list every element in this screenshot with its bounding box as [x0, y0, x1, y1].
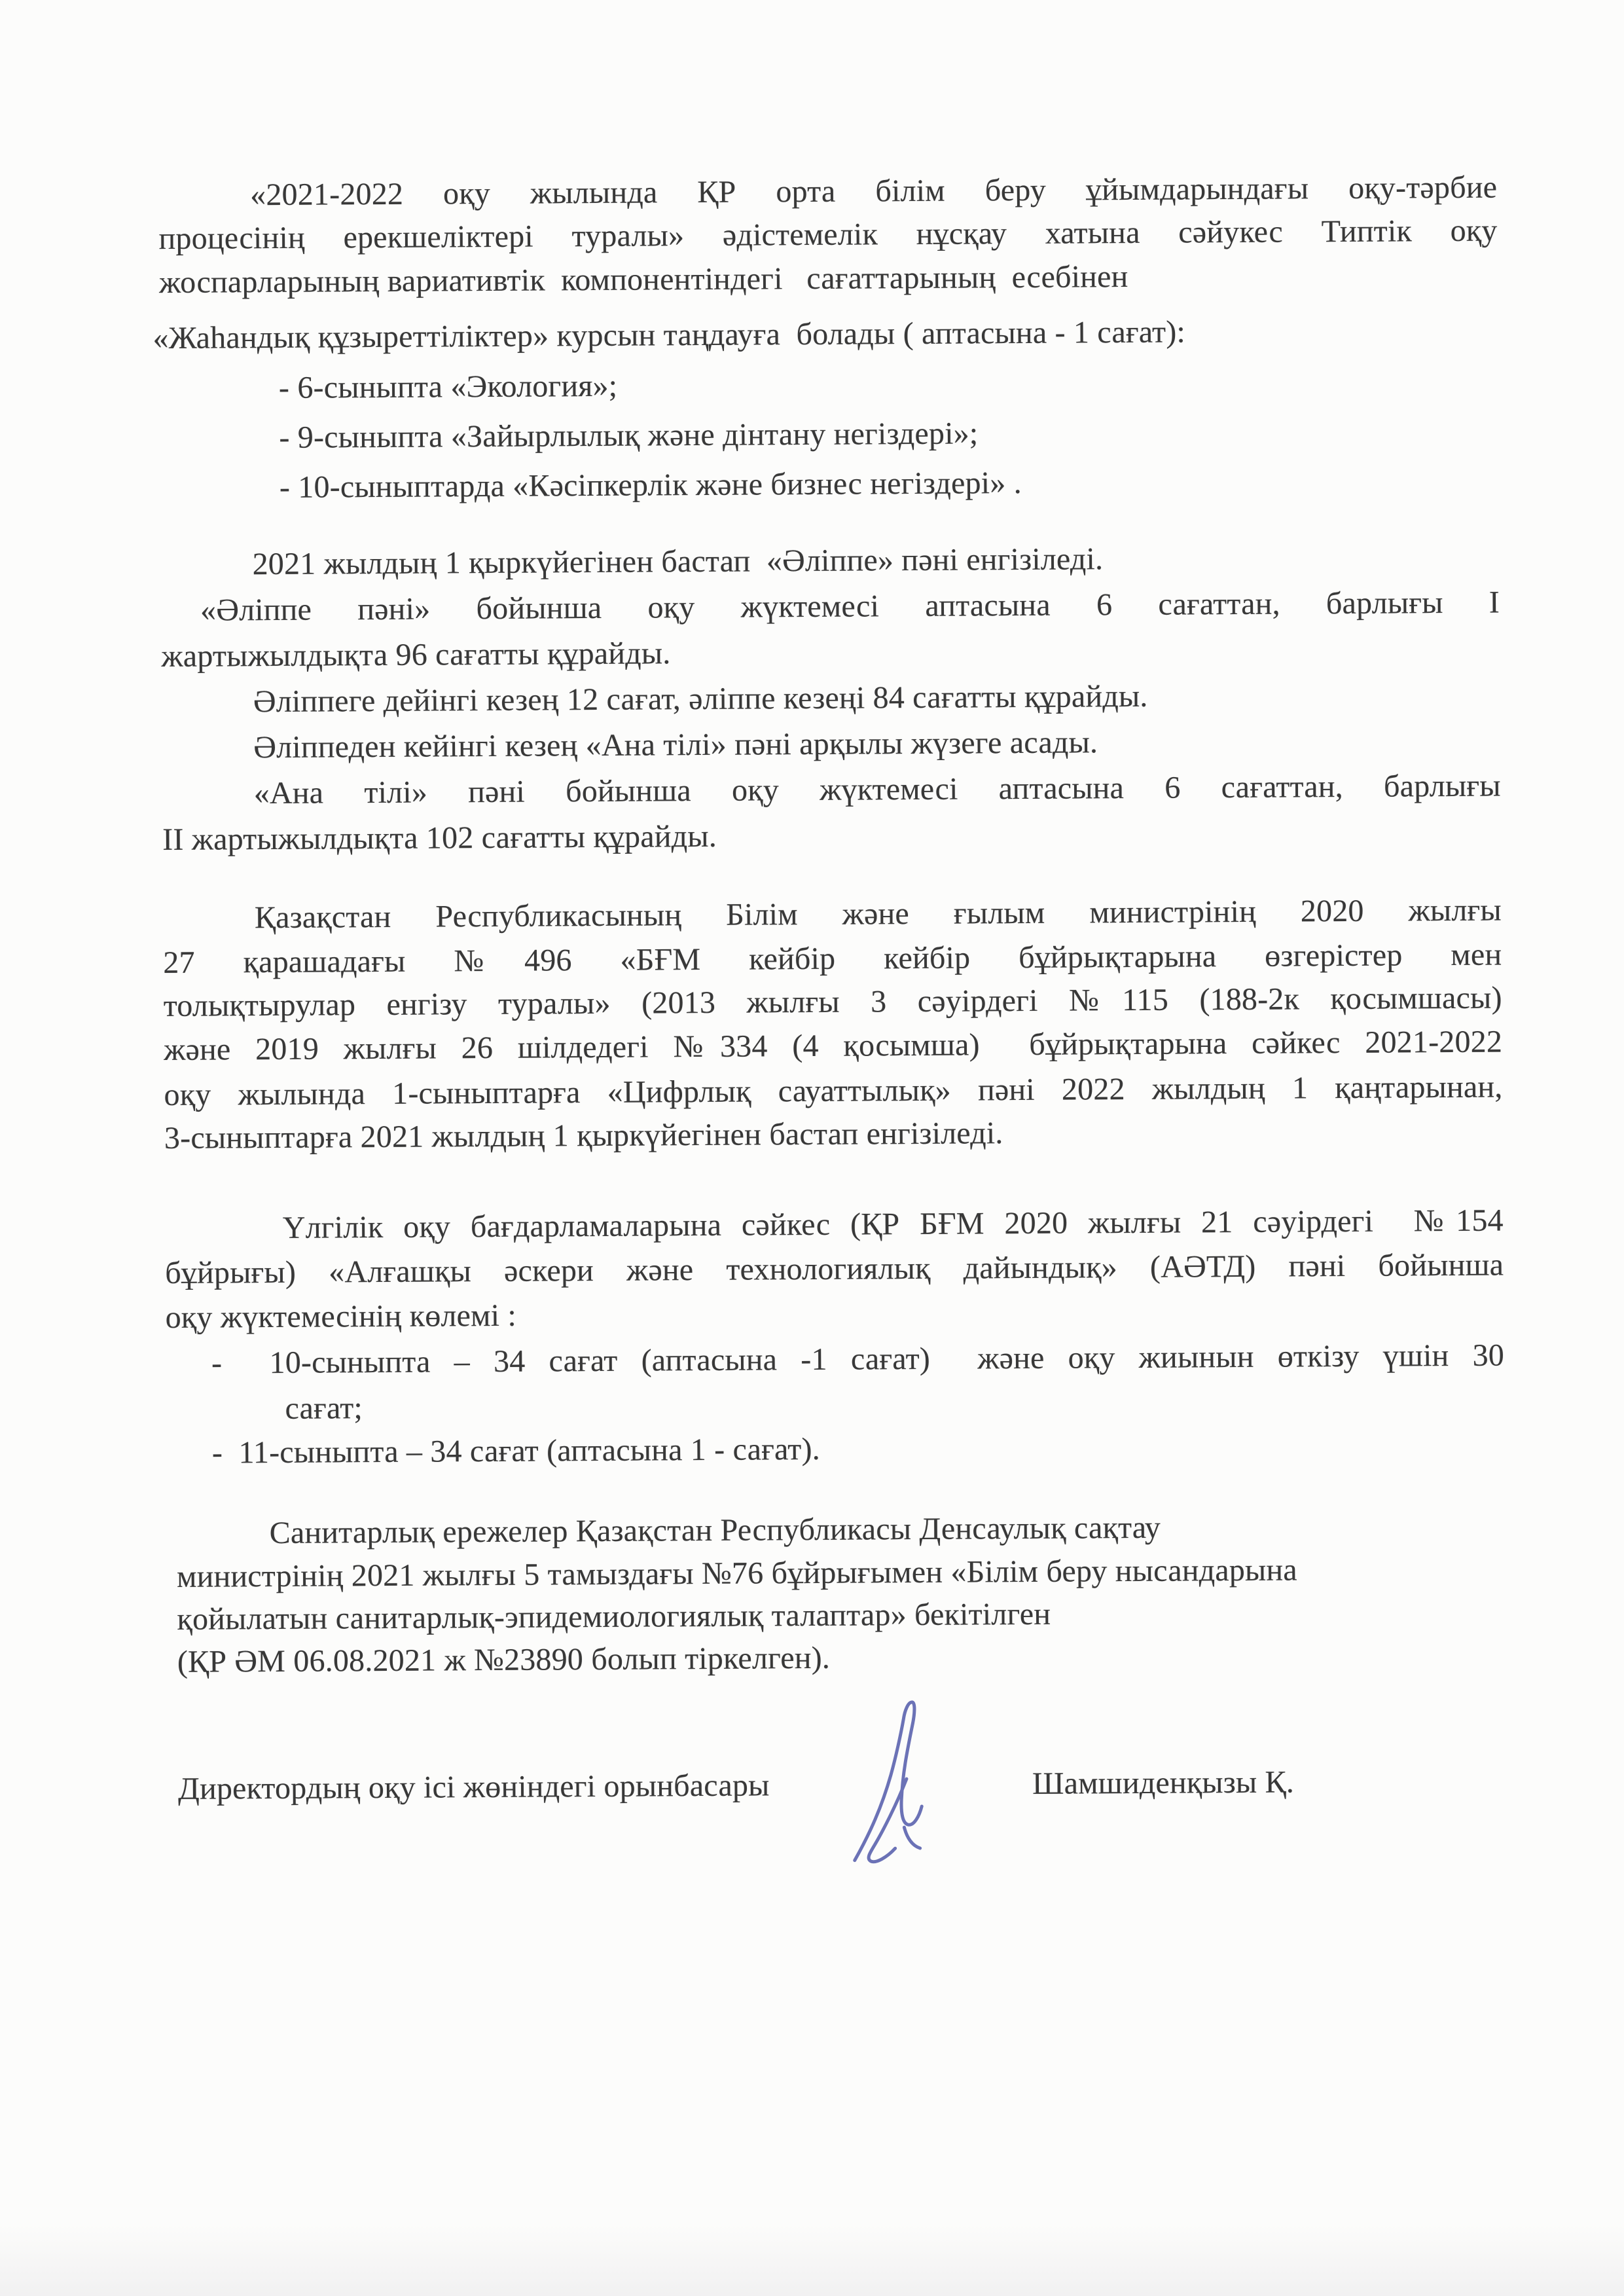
aatd-line-1: Үлгілік оқу бағдарламаларына сәйкес (ҚР БҒМ 2020 жылғы 21 сәуірдегі №154	[282, 1203, 1504, 1245]
order-line-2: 27 қарашадағы №496 «БҒМ кейбір кейбір бұйрықтарына өзгерістер мен	[163, 937, 1502, 981]
aatd-grade10-line-1: - 10-сыныпта – 34 сағат (аптасына -1 сағат) және оқу жиынын өткізу үшін 30	[211, 1338, 1505, 1381]
signatory-title: Директордың оқу ісі жөніндегі орынбасары	[177, 1768, 770, 1806]
order-line-4: және 2019 жылғы 26 шілдедегі №334 (4 қосымша) бұйрықтарына сәйкес 2021-2022	[163, 1024, 1503, 1068]
sanitary-line-2: министрінің 2021 жылғы 5 тамыздағы №76 бұйрығымен «Білім беру нысандарына	[176, 1552, 1297, 1594]
course-choice-line: «Жаһандық құзыреттіліктер» курсын таңдауға болады ( аптасына - 1 сағат):	[153, 314, 1186, 356]
handwritten-signature-ink	[840, 1699, 953, 1870]
alippe-period-line-2: Әліппеден кейінгі кезең «Ана тілі» пәні арқылы жүзеге асады.	[253, 725, 1098, 765]
ana-tili-line-1: «Ана тілі» пәні бойынша оқу жүктемесі аптасына 6 сағаттан, барлығы	[253, 768, 1501, 811]
order-line-6: 3-сыныптарға 2021 жылдың 1 қыркүйегінен бастап енгізіледі.	[164, 1116, 1003, 1156]
sanitary-line-4: (ҚР ӘМ 06.08.2021 ж №23890 болып тіркелген).	[177, 1640, 831, 1679]
aatd-line-2: бұйрығы) «Алғашқы әскери және технологиялық дайындық» (АӘТД) пәні бойынша	[165, 1247, 1504, 1291]
intro-line-2: процесінің ерекшеліктері туралы» әдістемелік нұсқау хатына сәйукес Типтік оқу	[158, 213, 1498, 257]
alippe-load-line-1: «Әліппе пәні» бойынша оқу жүктемесі аптасына 6 сағаттан, барлығы I	[200, 585, 1500, 628]
order-line-5: оқу жылында 1-сыныптарға «Цифрлық сауаттылық» пәні 2022 жылдың 1 қаңтарынан,	[164, 1069, 1503, 1113]
aatd-grade10-line-2: сағат;	[285, 1391, 363, 1426]
list-item-grade10: - 10-сыныптарда «Кәсіпкерлік және бизнес негіздері» .	[279, 465, 1022, 505]
alippe-load-line-2: жартыжылдықта 96 сағатты құрайды.	[161, 636, 671, 674]
aatd-grade11-line: - 11-сыныпта – 34 сағат (аптасына 1 - сағат).	[211, 1431, 821, 1470]
alippe-intro-line: 2021 жылдың 1 қыркүйегінен бастап «Әліппе» пәні енгізіледі.	[252, 541, 1104, 582]
list-item-grade9: - 9-сыныпта «Зайырлылық және дінтану негіздері»;	[279, 416, 979, 455]
list-item-grade6: - 6-сыныпта «Экология»;	[278, 368, 618, 405]
ana-tili-line-2: II жартыжылдықта 102 сағатты құрайды.	[162, 818, 717, 858]
intro-line-1: «2021-2022 оқу жылында ҚР орта білім беру ұйымдарындағы оқу-тәрбие	[250, 170, 1498, 213]
intro-line-3: жоспарларының вариативтік компонентіндегі сағаттарының есебінен	[158, 259, 1128, 301]
order-line-1: Қазақстан Республикасының Білім және ғылым министрінің 2020 жылғы	[254, 892, 1502, 936]
aatd-line-3: оқу жүктемесінің көлемі :	[165, 1298, 517, 1336]
sanitary-line-3: қойылатын санитарлық-эпидемиологиялық талаптар» бекітілген	[177, 1596, 1051, 1637]
sanitary-line-1: Санитарлық ережелер Қазақстан Республикасы Денсаулық сақтау	[269, 1510, 1161, 1551]
order-line-3: толықтырулар енгізу туралы» (2013 жылғы 3 сәуірдегі №115 (188-2к қосымшасы)	[163, 980, 1502, 1024]
signatory-name: Шамшиденқызы Қ.	[1032, 1764, 1295, 1801]
alippe-period-line-1: Әліппеге дейінгі кезең 12 сағат, әліппе кезеңі 84 сағатты құрайды.	[253, 678, 1148, 720]
